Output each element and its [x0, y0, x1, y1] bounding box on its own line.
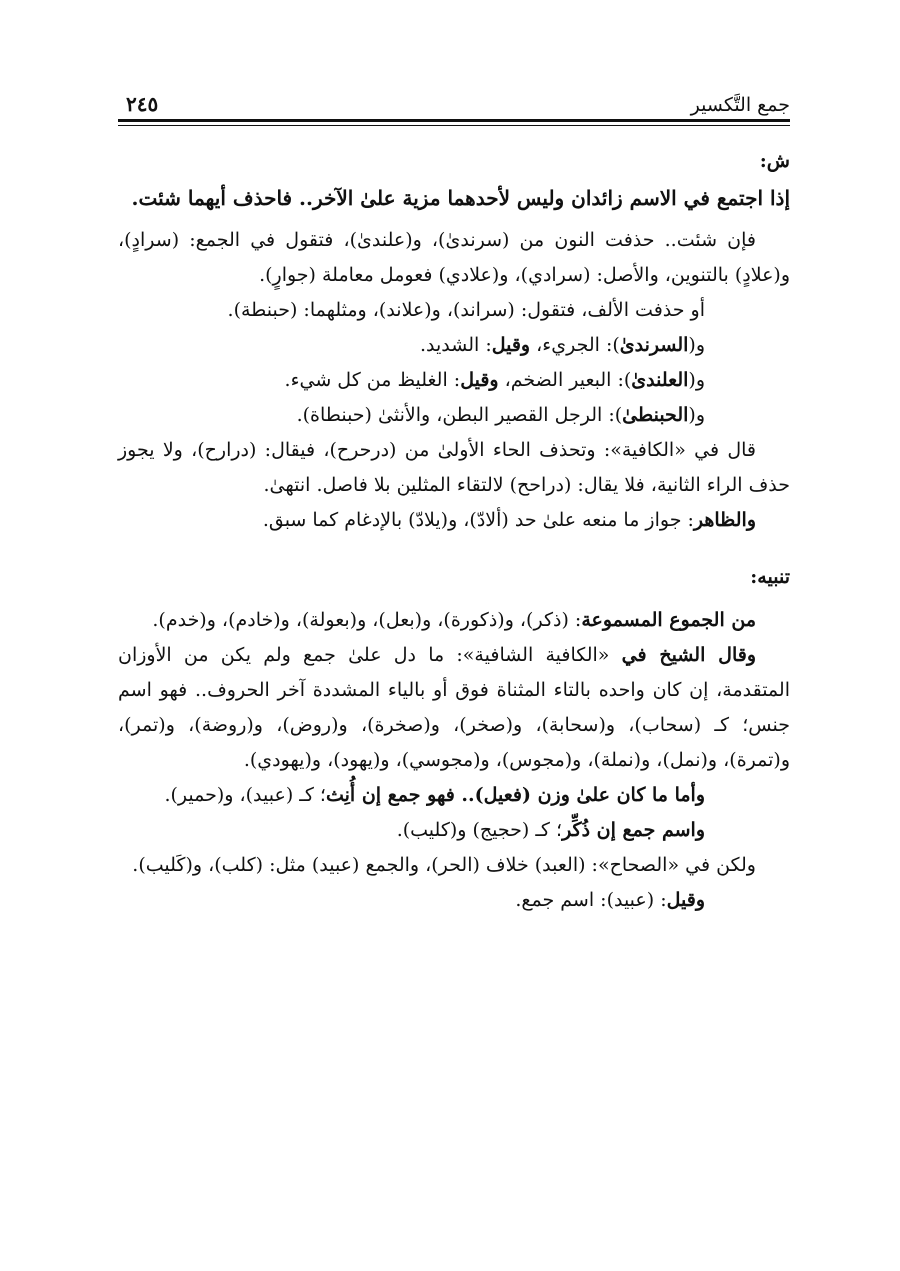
definition-alandi: و(العلندىٰ): البعير الضخم، وقيل: الغليظ من كل شيء. [284, 369, 705, 391]
paragraph-sihah: ولكن في «الصحاح»: (العبد) خلاف (الحر)، والجمع (عبيد) مثل: (كلب)، و(كَليب). [132, 854, 756, 876]
paragraph-ism-jam: واسم جمع إن ذُكِّر؛ كـ (حجيج) و(كليب). [396, 819, 705, 841]
term: الحبنطىٰ [622, 404, 689, 426]
term: السرندىٰ [619, 334, 689, 356]
inner-block [118, 293, 790, 433]
paragraph-shaykh: وقال الشيخ في «الكافية الشافية»: ما دل علىٰ جمع ولم يكن من الأوزان المتقدمة، إن كان واحده بالتاء المثناة فوق أو بالياء المشددة آخر الحروف.. فهو اسم جنس؛ كـ (سحاب)، و(سحابة)، و(صخر)، و(صخرة)، و(روض)، و(روضة)، و(تمر)، و(تمرة)، و(نمل)، و(نملة)، و(مجوس)، و(مجوسي)، و(يهود)، و(يهودي). [118, 644, 790, 771]
qil-label: وقيل [460, 369, 499, 391]
paragraph: فإن شئت.. حذفت النون من (سرندىٰ)، و(علندىٰ)، فتقول في الجمع: (سرادٍ)، و(علادٍ) بالتنوين، والأصل: (سرادي)، و(علادي) فعومل معاملة (جوارٍ). [118, 229, 790, 286]
paragraph-kafiya: قال في «الكافية»: وتحذف الحاء الأولىٰ من (درحرح)، فيقال: (درارح)، ولا يجوز حذف الراء الثانية، فلا يقال: (دراحح) لالتقاء المثلين بلا فاصل. انتهىٰ. [118, 439, 790, 496]
section-gap [118, 595, 790, 603]
page-content [118, 144, 790, 918]
inner-block [118, 778, 790, 848]
definition-sarandi: و(السرندىٰ): الجريء، وقيل: الشديد. [419, 334, 705, 356]
running-title: جمع التَّكسير [690, 94, 790, 116]
paragraph-heard-plurals: من الجموع المسموعة: (ذكر)، و(ذكورة)، و(بعل)، و(بعولة)، و(خادم)، و(خدم). [152, 609, 756, 631]
tanbih-heading: تنبيه: [750, 566, 790, 588]
inner-block [118, 883, 790, 918]
page-number: ٢٤٥ [126, 92, 159, 116]
paragraph-fail: وأما ما كان علىٰ وزن (فعيل).. فهو جمع إن أُنِث؛ كـ (عبيد)، و(حمير). [164, 784, 705, 806]
header-rule-thick [118, 119, 790, 122]
paragraph: أو حذفت الألف، فتقول: (سراند)، و(علاند)، ومثلهما: (حبنطة). [227, 299, 705, 321]
term: العلندىٰ [631, 369, 689, 391]
qil-label: وقيل [491, 334, 531, 356]
header-rule-thin [118, 125, 790, 126]
book-page [118, 80, 790, 918]
main-statement: إذا اجتمع في الاسم زائدان وليس لأحدهما مزية علىٰ الآخر.. فاحذف أيهما شئت. [131, 186, 790, 210]
paragraph-qil: وقيل: (عبيد): اسم جمع. [515, 889, 705, 911]
sharh-label: ش: [759, 150, 790, 172]
section-gap [118, 538, 790, 560]
paragraph-zahir: والظاهر: جواز ما منعه علىٰ حد (ألادّ)، و(يلادّ) بالإدغام كما سبق. [262, 509, 756, 531]
definition-habanti: و(الحبنطىٰ): الرجل القصير البطن، والأنثىٰ (حبنطاة). [296, 404, 705, 426]
page-header [118, 80, 790, 116]
